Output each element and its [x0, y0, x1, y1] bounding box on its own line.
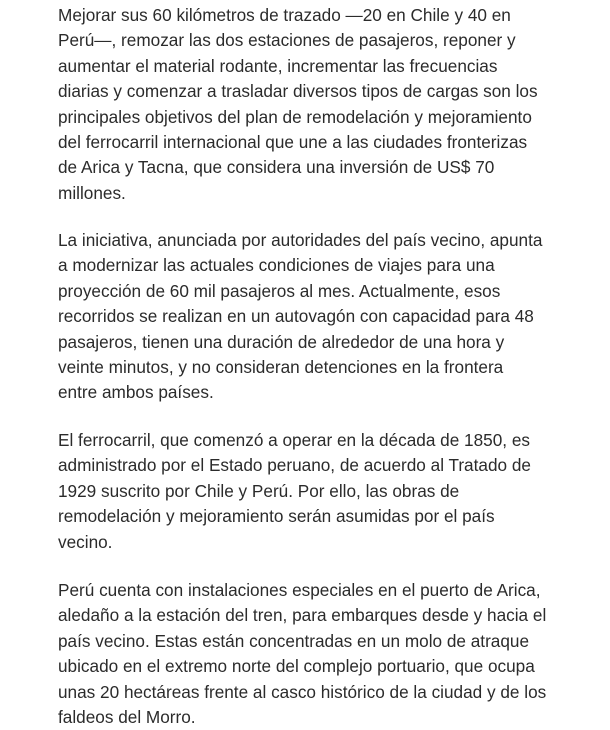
paragraph-line: a modernizar las actuales condiciones de viajes para una	[58, 255, 495, 276]
paragraph-line: El ferrocarril, que comenzó a operar en la década de 1850, es	[58, 430, 530, 450]
paragraph-line: faldeos del Morro.	[58, 706, 196, 727]
article-paragraph	[58, 228, 558, 406]
paragraph-line: 1929 suscrito por Chile y Perú. Por ello, las obras de	[58, 480, 460, 501]
paragraph-line: Perú cuenta con instalaciones especiales en el puerto de Arica,	[58, 580, 541, 600]
paragraph-line: ubicado en el extremo norte del complejo portuario, que ocupa	[58, 656, 535, 677]
paragraph-line: La iniciativa, anunciada por autoridades del país vecino, apunta	[58, 230, 543, 250]
paragraph-line: del ferrocarril internacional que une a las ciudades fronterizas	[58, 131, 528, 152]
paragraph-line: diarias y comenzar a trasladar diversos tipos de cargas son los	[58, 81, 538, 102]
paragraph-line: veinte minutos, y no consideran detenciones en la frontera	[58, 356, 504, 377]
paragraph-line: de Arica y Tacna, que considera una inversión de US$ 70	[58, 157, 495, 178]
paragraph-line: unas 20 hectáreas frente al casco histórico de la ciudad y de los	[58, 681, 547, 702]
paragraph-line: administrado por el Estado peruano, de acuerdo al Tratado de	[58, 455, 531, 476]
paragraph-line: recorridos se realizan en un autovagón con capacidad para 48	[58, 306, 534, 327]
paragraph-line: entre ambos países.	[58, 382, 214, 403]
paragraph-line: aumentar el material rodante, incrementar las frecuencias	[58, 55, 498, 76]
article-paragraph	[58, 3, 558, 206]
paragraph-line: principales objetivos del plan de remodelación y mejoramiento	[58, 106, 532, 127]
paragraph-line: proyección de 60 mil pasajeros al mes. Actualmente, esos	[58, 280, 501, 301]
paragraph-line: aledaño a la estación del tren, para embarques desde y hacia el	[58, 605, 547, 626]
paragraph-line: vecino.	[58, 531, 113, 552]
paragraph-line: pasajeros, tienen una duración de alrededor de una hora y	[58, 331, 505, 352]
paragraph-line: millones.	[58, 182, 126, 203]
article-paragraph	[58, 428, 558, 555]
paragraph-line: remodelación y mejoramiento serán asumidas por el país	[58, 506, 495, 527]
paragraph-line: país vecino. Estas están concentradas en un molo de atraque	[58, 630, 530, 651]
paragraph-line: Perú—, remozar las dos estaciones de pasajeros, reponer y	[58, 30, 516, 51]
article-paragraph	[58, 578, 558, 730]
paragraph-line: Mejorar sus 60 kilómetros de trazado —20 en Chile y 40 en	[58, 5, 511, 25]
